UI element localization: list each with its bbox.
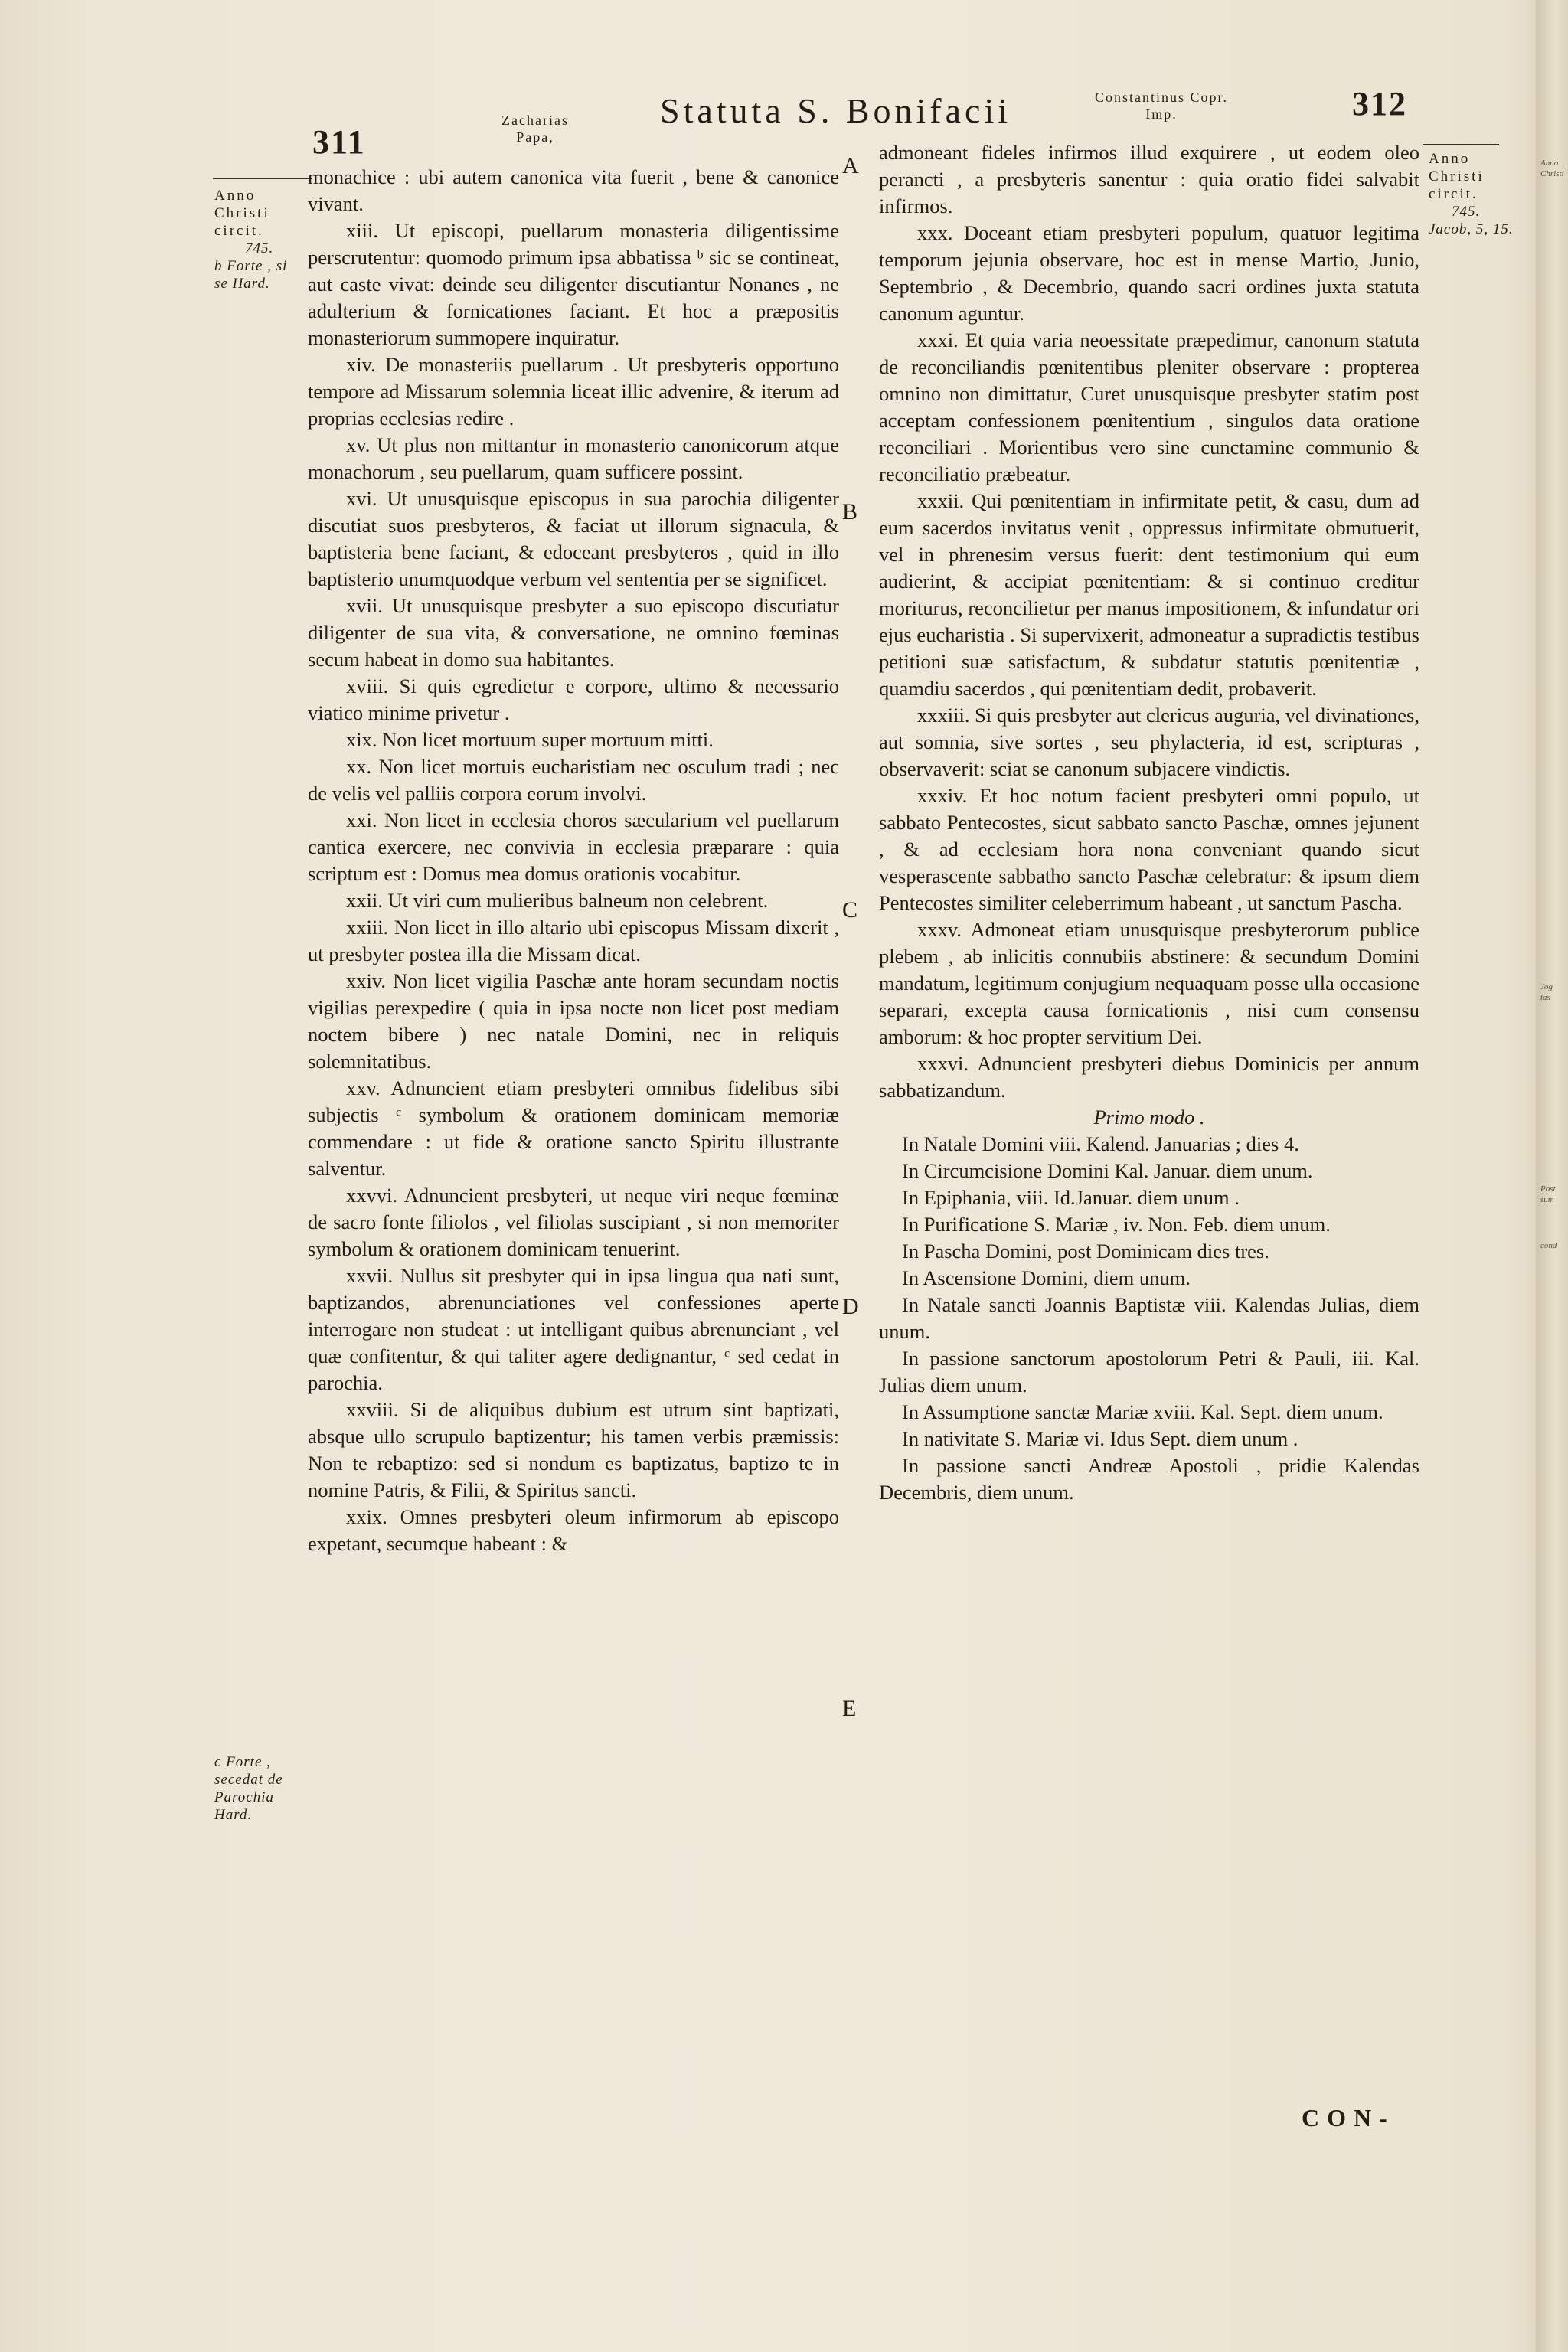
paragraph: xiii. Ut episcopi, puellarum monasteria diligentissime perscrutentur: quomodo primum ipsa abbatissa ᵇ sic se contineat, aut caste vivat: deinde seu diligenter discutiantur Nonanes , ne adulterium & fornicationes faciant. Et hoc a præpositis monasteriorum summopere inquiratur. [308,219,839,349]
feast-item: In passione sancti Andreæ Apostoli , pridie Kalendas Decembris, diem unum. [879,1454,1419,1504]
paragraph: xxiii. Non licet in illo altario ubi episcopus Missam dixerit , ut presbyter postea illa die Missam dicat. [308,916,839,965]
scripture-reference: Jacob, 5, 15. [1429,221,1514,237]
primo-modo-heading: Primo modo . [1093,1106,1205,1129]
feast-item: In Natale sancti Joannis Baptistæ viii. Kalendas Julias, diem unum. [879,1293,1419,1343]
running-head-right [1095,89,1228,122]
circit-label: circit. [214,223,264,239]
left-margin-notes [214,187,299,292]
feast-item: In Ascensione Domini, diem unum. [902,1266,1191,1289]
paragraph: xvi. Ut unusquisque episcopus in sua parochia diligenter discutiat suos presbyteros, & faciat ut illorum signacula, & baptisteria bene faciant, & edoceant presbyteros , quid in illo baptisterio unumquodque verbum vel sententia per se significet. [308,487,839,590]
feast-item: In Natale Domini viii. Kalend. Januarias ; dies 4. [902,1132,1299,1155]
paragraph: xiv. De monasteriis puellarum . Ut presbyteris opportuno tempore ad Missarum solemnia liceat illic advenire, & iterum ad proprias ecclesias redire . [308,353,839,430]
adjacent-page-fragment: Anno Christi [1540,158,1564,178]
anno-label-right: Anno [1429,151,1471,167]
paragraph: xxi. Non licet in ecclesia choros sæcularium vel puellarum cantica exercere, nec convivia in ecclesia præparare : quia scriptum est : Domus mea domus orationis vocabitur. [308,808,839,885]
paragraph: xxvii. Nullus sit presbyter qui in ipsa lingua qua nati sunt, baptizandos, abrenunciationes vel confessiones aperte interrogare non studeat : ut intelligant quibus abrenunciant , vel quæ confitentur, & qui taliter agere dedignantur, ᶜ sed cedat in parochia. [308,1264,839,1394]
section-letter-d: D [842,1294,859,1319]
section-letter-e: E [842,1696,857,1721]
footnote-b: b Forte , si se Hard. [214,258,288,292]
running-head-left-line2: Papa, [516,129,554,145]
feast-item: In Epiphania, viii. Id.Januar. diem unum . [902,1186,1240,1209]
paragraph: xxv. Adnuncient etiam presbyteri omnibus fidelibus sibi subjectis ᶜ symbolum & orationem dominicam memoriæ commendare : ut fide & oratione sancto Spiritu illustrante salventur. [308,1076,839,1180]
running-head-right-line1: Constantinus Copr. [1095,90,1229,105]
catchword: CON- [1302,2104,1395,2132]
right-column [879,139,1419,1506]
feast-item: In Purificatione S. Mariæ , iv. Non. Feb. diem unum. [902,1213,1331,1236]
adjacent-page-fragment: cond [1540,1241,1557,1250]
paragraph: xviii. Si quis egredietur e corpore, ultimo & necessario viatico minime privetur . [308,675,839,724]
year-label-right: 745. [1452,204,1481,220]
christi-label: Christi [214,205,270,221]
running-head-left [501,112,569,145]
paragraph: xxvvi. Adnuncient presbyteri, ut neque viri neque fœminæ de sacro fonte filiolos , vel filiolas suscipiant , si non memoriter symbolum & orationem dominicam tenuerint. [308,1184,839,1260]
feast-item: In Circumcisione Domini Kal. Januar. diem unum. [902,1159,1313,1182]
christi-label-right: Christi [1429,168,1485,185]
adjacent-page-fragment: Jog tas [1540,982,1553,1002]
year-label: 745. [245,240,274,256]
right-page-number: 312 [1352,85,1407,122]
paragraph: xvii. Ut unusquisque presbyter a suo episcopo discutiatur diligenter de sua vita, & conversatione, ne omnino fœminas secum habeat in domo sua habitantes. [308,594,839,671]
paragraph: xxxii. Qui pœnitentiam in infirmitate petit, & casu, dum ad eum sacerdos invitatus venit , oppressus infirmitate obmutuerit, vel in phrenesim versus fuerit: dent testimonium qui eum audierint, & accipiat pœnitentiam: & si continuo creditur moriturus, reconcilietur per manus impositionem, & infundatur ori ejus eucharistia . Si supervixerit, admoneatur a supradictis testibus petitioni suæ satisfactum, & subdatur statutis pœnitentiæ , quamdiu sacerdos , qui pœnitentiam dedit, probaverit. [879,489,1419,700]
paragraph: monachice : ubi autem canonica vita fuerit , bene & canonice vivant. [308,165,839,215]
paragraph: xx. Non licet mortuis eucharistiam nec osculum tradi ; nec de velis vel palliis corpora eorum involvi. [308,755,839,805]
section-letter-c: C [842,897,858,923]
circit-label-right: circit. [1429,186,1478,202]
binding-gutter [1536,0,1568,2352]
page-title: Statuta S. Bonifacii [660,91,1012,130]
paragraph: xxxv. Admoneat etiam unusquisque presbyterorum publice plebem , ab inlicitis connubiis abstinere: & secundum Domini mandatum, legitimum conjugium nequaquam posse ulla occasione separari, excepta causa fornicationis , nisi cum consensu amborum: & hoc propter servitium Dei. [879,918,1419,1048]
paragraph: xxxiii. Si quis presbyter aut clericus auguria, vel divinationes, aut somnia, sive sortes , seu phylacteria, id est, scripturas , observaverit: sciat se canonum subjacere vindictis. [879,704,1419,780]
feast-item: In passione sanctorum apostolorum Petri & Pauli, iii. Kal. Julias diem unum. [879,1347,1419,1396]
paragraph: xxxi. Et quia varia neoessitate præpedimur, canonum statuta de reconciliandis pœnitentibus pleniter observare : propterea omnino non dimittatur, Curet unusquisque presbyter statim post acceptam confessionem pœnitentium , singulos data oratione reconciliari . Morientibus vero sine cunctamine communio & reconciliatio præbeatur. [879,328,1419,485]
feast-item: In Pascha Domini, post Dominicam dies tres. [902,1240,1269,1263]
left-page-number: 311 [312,123,366,161]
paragraph: xxx. Doceant etiam presbyteri populum, quatuor legitima temporum jejunia observare, hoc est in mense Martio, Junio, Septembrio , & Decembrio, quando sacri ordines juxta statuta canonum aguntur. [879,221,1419,325]
paragraph: xxxvi. Adnuncient presbyteri diebus Dominicis per annum sabbatizandum. [879,1052,1419,1102]
section-letter-a: A [842,153,859,178]
paragraph: admoneant fideles infirmos illud exquirere , ut eodem oleo perancti , a presbyteris sanentur : quia oratio fidei salvabit infirmos. [879,141,1419,217]
paragraph: xxix. Omnes presbyteri oleum infirmorum ab episcopo expetant, secumque habeant : & [308,1505,839,1555]
feast-item: In nativitate S. Mariæ vi. Idus Sept. diem unum . [902,1427,1298,1450]
running-head-left-line1: Zacharias [501,113,569,128]
left-column [308,164,839,1557]
adjacent-page-fragment: Post sum [1540,1184,1556,1204]
right-margin-notes [1429,150,1528,238]
running-head-right-line2: Imp. [1145,106,1178,122]
feast-item: In Assumptione sanctæ Mariæ xviii. Kal. Sept. diem unum. [902,1400,1383,1423]
paragraph: xxiv. Non licet vigilia Paschæ ante horam secundam noctis vigilias perexpedire ( quia in ipsa nocte non licet post mediam noctem bibere ) nec natale Domini, nec in reliquis solemnitatibus. [308,969,839,1073]
paragraph: xv. Ut plus non mittantur in monasterio canonicorum atque monachorum , seu puellarum, quam sufficere possint. [308,433,839,483]
paragraph: xix. Non licet mortuum super mortuum mitti. [346,728,714,751]
anno-label: Anno [214,188,256,204]
right-margin-rule [1423,144,1499,145]
section-letter-b: B [842,499,858,524]
left-margin-rule [213,178,312,179]
paragraph: xxxiv. Et hoc notum facient presbyteri omni populo, ut sabbato Pentecostes, sicut sabbato sancto Paschæ, omnes jejunent , & ad ecclesiam hora nona conveniant quando sicut vesperascente sabbatho sancto Paschæ celebratur: & ipsum diem Pentecostes similiter celeberrimum habeant , ut sanctum Pascha. [879,784,1419,914]
paragraph: xxii. Ut viri cum mulieribus balneum non celebrent. [346,889,769,912]
paragraph: xxviii. Si de aliquibus dubium est utrum sint baptizati, absque ullo scrupulo baptizentur; his tamen verbis præmissis: Non te rebaptizo: sed si nondum es baptizatus, baptizo te in nomine Patris, & Filii, & Spiritus sancti. [308,1398,839,1501]
footnote-c: c Forte , secedat de Parochia Hard. [214,1754,283,1823]
